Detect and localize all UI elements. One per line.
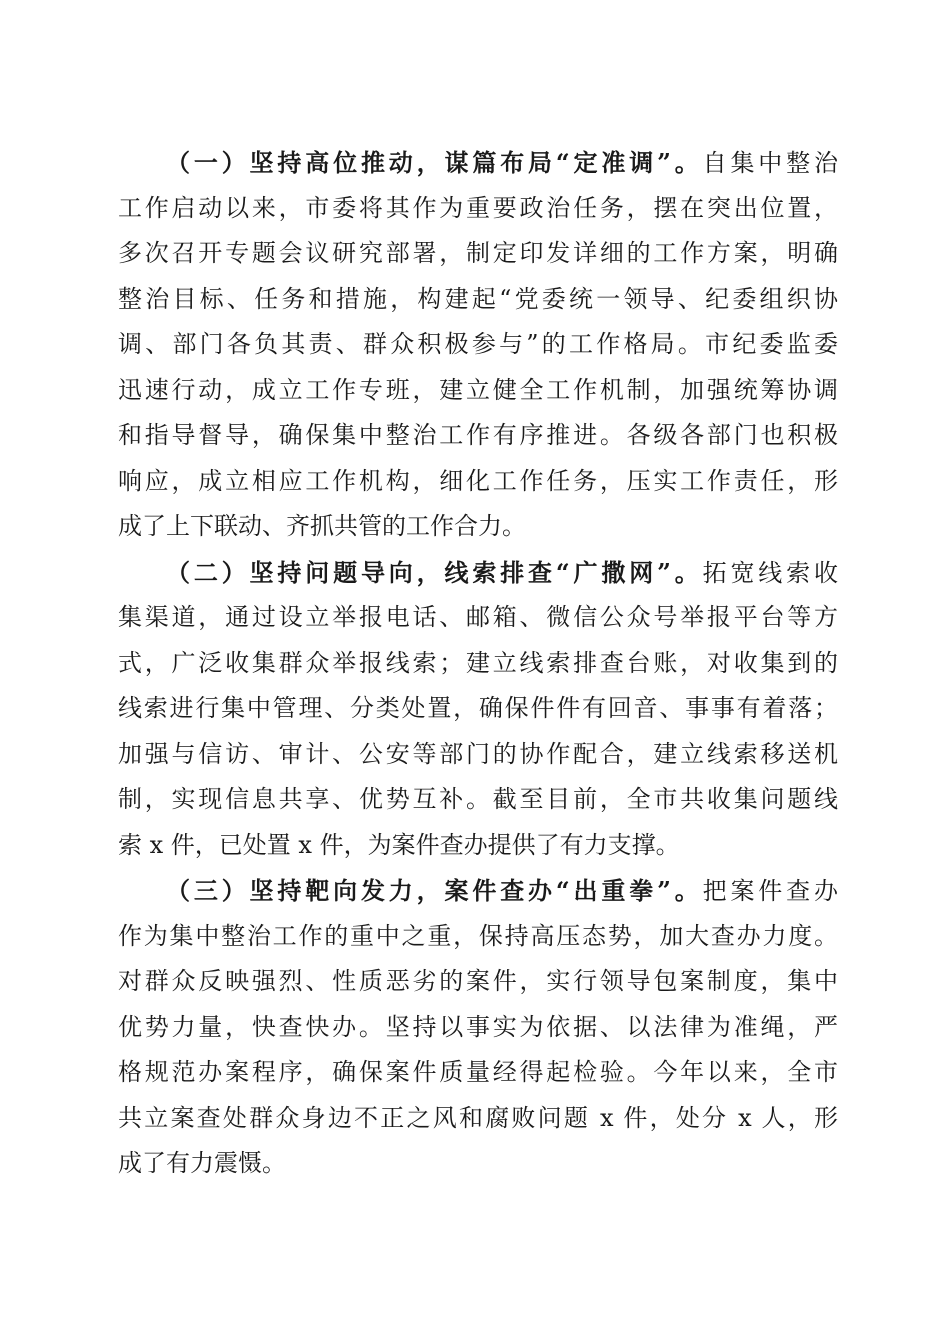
paragraph-line: 优势力量，快查快办。坚持以事实为依据、以法律为准绳，严 (118, 1012, 838, 1041)
paragraph-first-line (118, 550, 838, 596)
paragraph-line: 共立案查处群众身边不正之风和腐败问题 x 件，处分 x 人，形 (118, 1103, 838, 1132)
paragraph-2 (118, 550, 838, 869)
paragraph-line: 整治目标、任务和措施，构建起“党委统一领导、纪委组织协 (118, 284, 838, 313)
document-page (118, 140, 838, 1187)
paragraph-line: 格规范办案程序，确保案件质量经得起检验。今年以来，全市 (118, 1058, 838, 1086)
paragraph-line: 索 x 件，已处置 x 件，为案件查办提供了有力支撑。 (118, 830, 680, 859)
paragraph-line: 线索进行集中管理、分类处置，确保件件有回音、事事有着落； (118, 694, 838, 722)
paragraph-line: 工作启动以来，市委将其作为重要政治任务，摆在突出位置， (118, 193, 838, 222)
paragraph-line: 对群众反映强烈、性质恶劣的案件，实行领导包案制度，集中 (118, 967, 838, 995)
paragraph-text: 拓宽线索收 (702, 558, 839, 587)
paragraph-line: 加强与信访、审计、公安等部门的协作配合，建立线索移送机 (118, 739, 838, 768)
paragraph-3 (118, 868, 838, 1187)
paragraph-heading: （三）坚持靶向发力，案件查办“出重拳”。 (166, 876, 703, 905)
paragraph-first-line (118, 140, 838, 186)
paragraph-line: 迅速行动，成立工作专班，建立健全工作机制，加强统筹协调 (118, 375, 838, 404)
paragraph-text: 自集中整治 (702, 149, 839, 177)
paragraph-line: 调、部门各负其责、群众积极参与”的工作格局。市纪委监委 (118, 330, 838, 358)
paragraph-heading: （二）坚持问题导向，线索排查“广撒网”。 (166, 557, 703, 587)
paragraph-text: 把案件查办 (702, 877, 839, 905)
paragraph-1 (118, 140, 838, 550)
paragraph-line: 集渠道，通过设立举报电话、邮箱、微信公众号举报平台等方 (118, 603, 838, 631)
paragraph-line: 多次召开专题会议研究部署，制定印发详细的工作方案，明确 (118, 239, 838, 267)
paragraph-line: 作为集中整治工作的重中之重，保持高压态势，加大查办力度。 (118, 921, 838, 950)
paragraph-line: 式，广泛收集群众举报线索；建立线索排查台账，对收集到的 (118, 648, 838, 677)
paragraph-line: 响应，成立相应工作机构，细化工作任务，压实工作责任，形 (118, 466, 838, 495)
paragraph-first-line (118, 868, 838, 914)
paragraph-line: 制，实现信息共享、优势互补。截至目前，全市共收集问题线 (118, 785, 838, 813)
paragraph-heading: （一）坚持高位推动，谋篇布局“定准调”。 (166, 148, 703, 177)
paragraph-line: 成了上下联动、齐抓共管的工作合力。 (118, 512, 526, 540)
paragraph-line: 和指导督导，确保集中整治工作有序推进。各级各部门也积极 (118, 421, 838, 449)
paragraph-line: 成了有力震慑。 (118, 1149, 286, 1177)
